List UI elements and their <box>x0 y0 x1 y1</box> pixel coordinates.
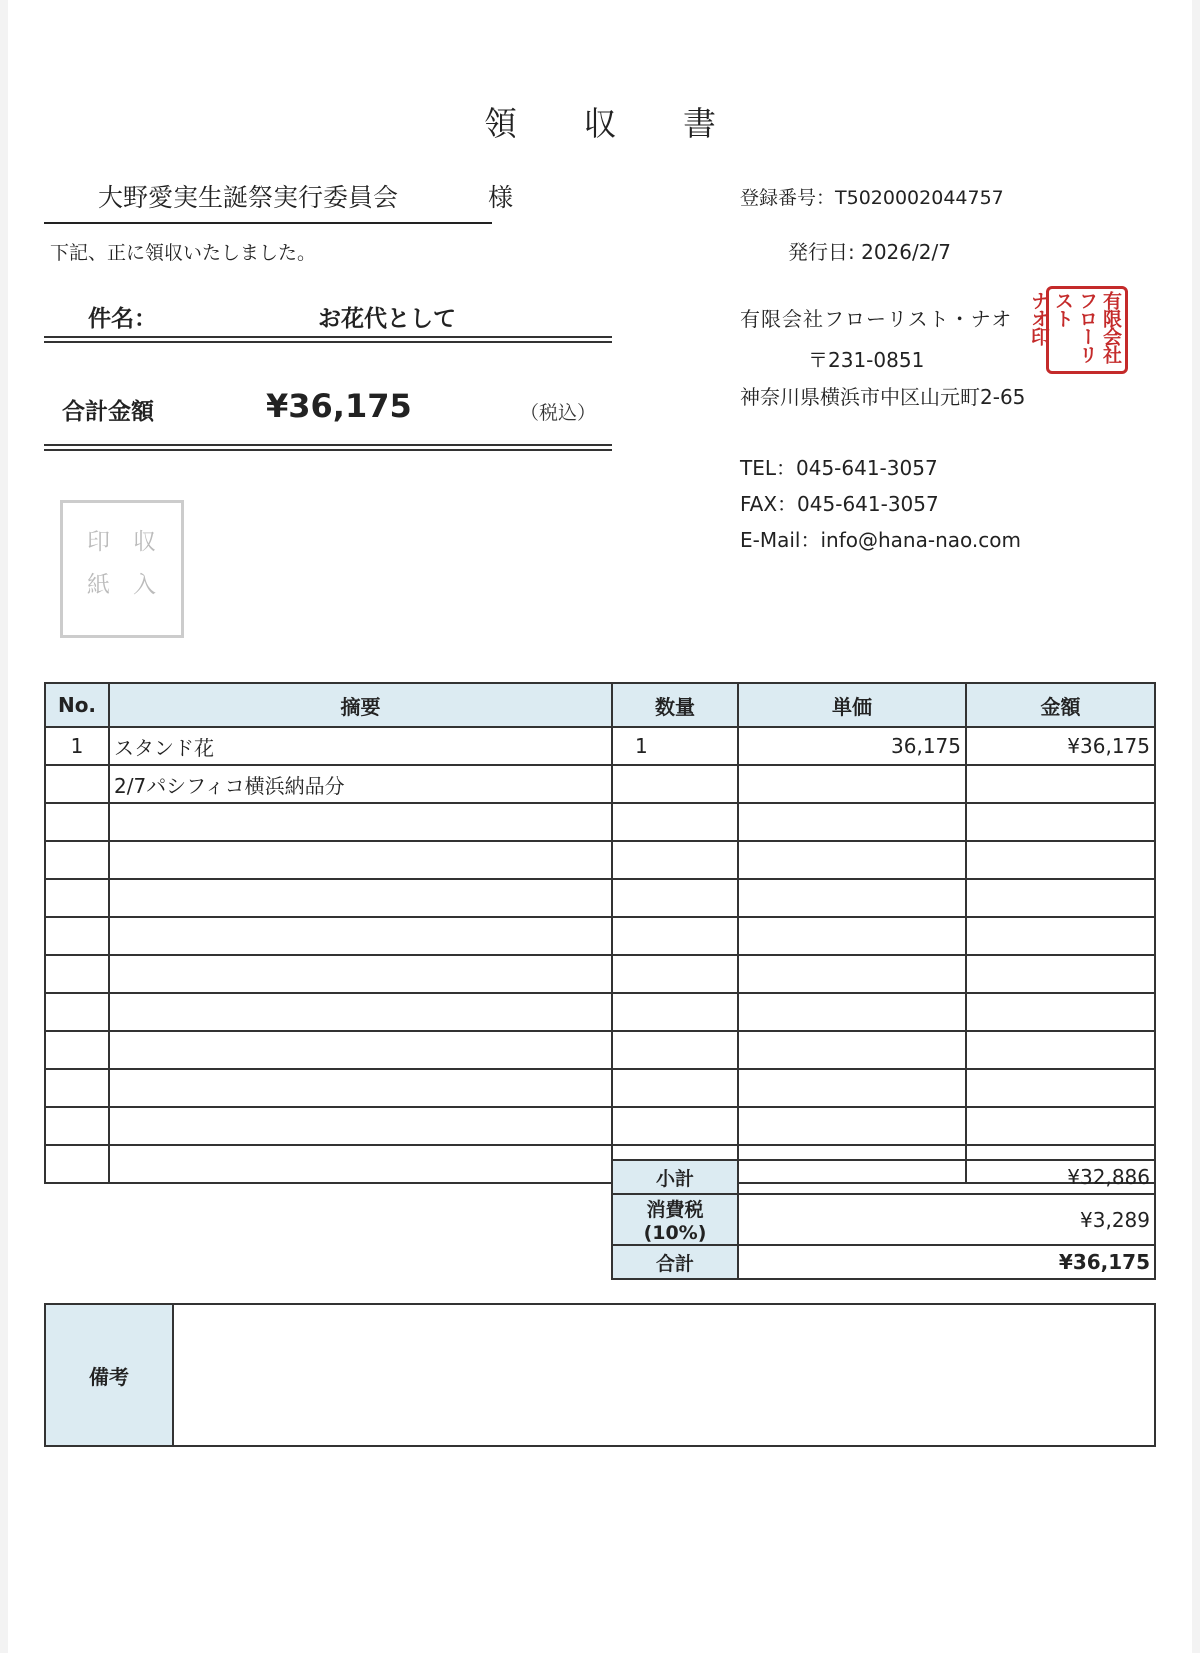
grand-total-label: 合計 <box>612 1245 738 1279</box>
table-row <box>45 917 1155 955</box>
items-header-row <box>45 683 1155 727</box>
tax-row <box>612 1194 1155 1245</box>
table-row <box>45 803 1155 841</box>
row-no <box>45 1107 109 1145</box>
subject-divider <box>44 336 612 343</box>
row-description <box>109 1069 612 1107</box>
row-unit-price <box>738 879 966 917</box>
row-unit-price: 36,175 <box>738 727 966 765</box>
tax-value: ¥3,289 <box>738 1194 1155 1245</box>
customer-name: 大野愛実生誕祭実行委員会 <box>98 183 399 212</box>
row-quantity <box>612 955 738 993</box>
table-row <box>45 955 1155 993</box>
row-description: スタンド花 <box>109 727 612 765</box>
row-amount <box>966 1031 1155 1069</box>
remarks-label: 備考 <box>46 1305 174 1445</box>
revenue-stamp-box <box>60 500 184 638</box>
row-amount <box>966 993 1155 1031</box>
header-quantity: 数量 <box>612 683 738 727</box>
header-no: No. <box>45 683 109 727</box>
row-no <box>45 1145 109 1183</box>
row-no <box>45 879 109 917</box>
row-description <box>109 1107 612 1145</box>
row-amount <box>966 841 1155 879</box>
customer-honorific: 様 <box>488 183 514 212</box>
row-no <box>45 993 109 1031</box>
row-amount <box>966 765 1155 803</box>
table-row <box>45 879 1155 917</box>
row-unit-price <box>738 1069 966 1107</box>
receipt-notice: 下記、正に領収いたしました。 <box>50 242 317 264</box>
row-no <box>45 1069 109 1107</box>
row-description <box>109 955 612 993</box>
row-description <box>109 803 612 841</box>
subtotal-label: 小計 <box>612 1160 738 1194</box>
row-no <box>45 765 109 803</box>
row-unit-price <box>738 1031 966 1069</box>
row-quantity <box>612 803 738 841</box>
row-no <box>45 841 109 879</box>
table-row <box>45 841 1155 879</box>
row-description <box>109 993 612 1031</box>
total-divider <box>44 444 612 451</box>
row-unit-price <box>738 841 966 879</box>
issue-date: 発行日: 2026/2/7 <box>788 240 951 264</box>
row-no <box>45 917 109 955</box>
row-amount <box>966 917 1155 955</box>
row-unit-price <box>738 1107 966 1145</box>
row-quantity <box>612 1069 738 1107</box>
row-description <box>109 841 612 879</box>
seal-text-1: 有限会社 <box>1100 291 1122 363</box>
row-description <box>109 1031 612 1069</box>
tax-label: 消費税(10%) <box>612 1194 738 1245</box>
row-no <box>45 803 109 841</box>
row-no <box>45 1031 109 1069</box>
total-amount-value: ¥36,175 <box>266 387 412 425</box>
company-postal: 〒231-0851 <box>808 348 925 372</box>
remarks-box <box>44 1303 1156 1447</box>
row-quantity: 1 <box>612 727 738 765</box>
header-unit-price: 単価 <box>738 683 966 727</box>
row-quantity <box>612 1107 738 1145</box>
subject-label: 件名： <box>88 306 157 332</box>
row-quantity <box>612 917 738 955</box>
row-unit-price <box>738 803 966 841</box>
company-tel: TEL：045-641-3057 <box>740 456 938 480</box>
row-quantity <box>612 993 738 1031</box>
table-row <box>45 1031 1155 1069</box>
row-unit-price <box>738 993 966 1031</box>
customer-underline <box>44 222 492 224</box>
row-quantity <box>612 765 738 803</box>
row-unit-price <box>738 765 966 803</box>
document-title: 領 収 書 <box>484 104 744 143</box>
row-no: 1 <box>45 727 109 765</box>
header-amount: 金額 <box>966 683 1155 727</box>
row-description: 2/7パシフィコ横浜納品分 <box>109 765 612 803</box>
row-amount: ¥36,175 <box>966 727 1155 765</box>
registration-number: 登録番号：T5020002044757 <box>740 187 1004 209</box>
subtotal-row <box>612 1160 1155 1194</box>
company-fax: FAX：045-641-3057 <box>740 492 939 516</box>
row-description <box>109 879 612 917</box>
summary-table <box>611 1159 1156 1280</box>
row-quantity <box>612 879 738 917</box>
row-amount <box>966 1069 1155 1107</box>
table-row <box>45 1069 1155 1107</box>
row-amount <box>966 955 1155 993</box>
grand-total-value: ¥36,175 <box>738 1245 1155 1279</box>
table-row <box>45 727 1155 765</box>
seal-text-2: フローリスト <box>1052 291 1098 363</box>
table-row <box>45 765 1155 803</box>
total-amount-label: 合計金額 <box>62 399 154 425</box>
table-row <box>45 993 1155 1031</box>
subtotal-value: ¥32,886 <box>738 1160 1155 1194</box>
subject-value: お花代として <box>318 306 456 332</box>
tax-included-note: （税込） <box>520 402 597 424</box>
stamp-text-1: 収入 <box>129 529 155 615</box>
row-description <box>109 1145 612 1183</box>
row-amount <box>966 1107 1155 1145</box>
row-quantity <box>612 1031 738 1069</box>
stamp-text-2: 印紙 <box>83 529 109 615</box>
row-no <box>45 955 109 993</box>
grand-total-row <box>612 1245 1155 1279</box>
row-quantity <box>612 841 738 879</box>
row-unit-price <box>738 917 966 955</box>
receipt-page <box>8 0 1192 1653</box>
row-unit-price <box>738 955 966 993</box>
company-name: 有限会社フローリスト・ナオ <box>740 307 1013 331</box>
company-email: E-Mail：info@hana-nao.com <box>740 528 1021 552</box>
seal-text-3: ナオ印 <box>1028 291 1050 345</box>
items-body <box>45 727 1155 1183</box>
items-table <box>44 682 1156 1184</box>
table-row <box>45 1107 1155 1145</box>
row-amount <box>966 879 1155 917</box>
row-description <box>109 917 612 955</box>
row-amount <box>966 803 1155 841</box>
header-description: 摘要 <box>109 683 612 727</box>
company-address: 神奈川県横浜市中区山元町2-65 <box>740 385 1026 409</box>
company-seal <box>1028 286 1128 374</box>
